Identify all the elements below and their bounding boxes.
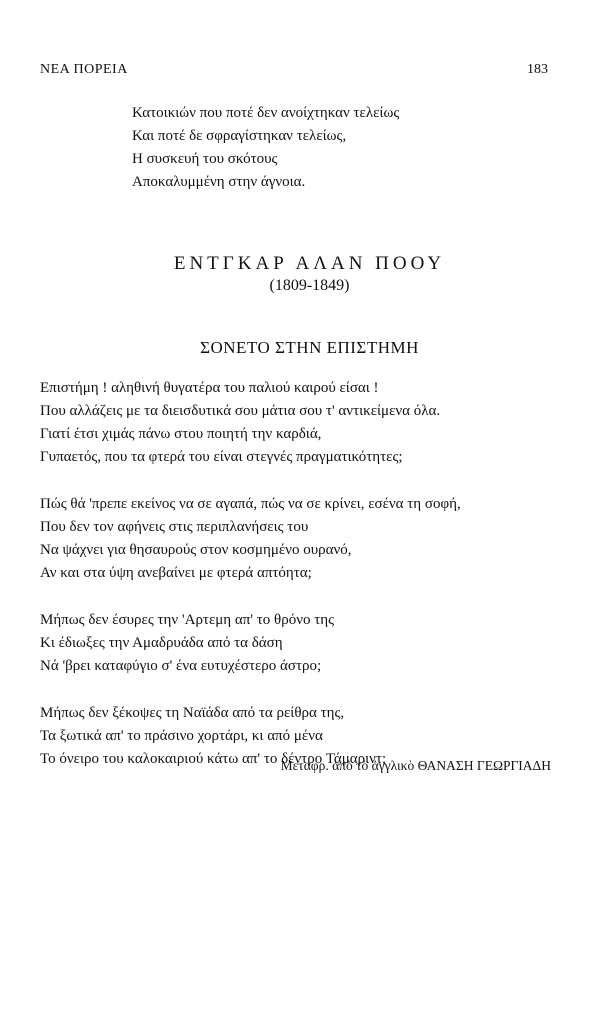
verse-line: Μήπως δεν έσυρες την 'Αρτεμη απ' το θρόνο της — [40, 612, 335, 628]
stanza-2 — [40, 493, 570, 585]
stanza-1 — [40, 377, 570, 469]
verse-line: Γυπαετός, που τα φτερά του είναι στεγνές πραγματικότητες; — [40, 449, 403, 465]
verse-line: Η συσκευή του σκότους — [132, 151, 278, 167]
verse-line: Πώς θά 'πρεπε εκείνος να σε αγαπά, πώς να σε κρίνει, εσένα τη σοφή, — [40, 496, 461, 512]
running-head: ΝΕΑ ΠΟΡΕΙΑ — [40, 62, 128, 77]
verse-line: Κατοικιών που ποτέ δεν ανοίχτηκαν τελείως — [132, 105, 400, 121]
top-stanza — [132, 102, 399, 194]
verse-line: Το όνειρο του καλοκαιριού κάτω απ' το δέντρο Τάμαριντ; — [40, 751, 387, 767]
page-number: 183 — [527, 62, 548, 77]
verse-line: Και ποτέ δε σφραγίστηκαν τελείως, — [132, 128, 347, 144]
verse-line: Που δεν τον αφήνεις στις περιπλανήσεις του — [40, 519, 309, 535]
verse-line: Τα ξωτικά απ' το πράσινο χορτάρι, κι από μένα — [40, 728, 323, 744]
translator-credit: Μεταφρ. ἀπὸ τὸ ἀγγλικὸ ΘΑΝΑΣΗ ΓΕΩΡΓΙΑΔΗ — [280, 758, 551, 773]
verse-line: Αν και στα ύψη ανεβαίνει με φτερά απτόητα; — [40, 565, 312, 581]
verse-line: Επιστήμη ! αληθινή θυγατέρα του παλιού καιρού είσαι ! — [40, 380, 379, 396]
poem-title: ΣΟΝΕΤΟ ΣΤΗΝ ΕΠΙΣΤΗΜΗ — [200, 338, 419, 357]
verse-line: Αποκαλυμμένη στην άγνοια. — [132, 174, 306, 190]
verse-line: Κι έδιωξες την Αμαδρυάδα από τα δάση — [40, 635, 283, 651]
verse-line: Νά 'βρει καταφύγιο σ' ένα ευτυχέστερο άστρο; — [40, 658, 322, 674]
stanza-3 — [40, 609, 570, 678]
verse-line: Μήπως δεν ξέκοψες τη Ναϊάδα από τα ρείθρα της, — [40, 705, 345, 721]
verse-line: Που αλλάζεις με τα διεισδυτικά σου μάτια σου τ' αντικείμενα όλα. — [40, 403, 441, 419]
verse-line: Να ψάχνει για θησαυρούς στον κοσμημένο ουρανό, — [40, 542, 352, 558]
verse-line: Γιατί έτσι χιμάς πάνω στου ποιητή την καρδιά, — [40, 426, 322, 442]
author-years: (1809-1849) — [269, 277, 350, 294]
poem-body — [40, 377, 570, 771]
author-name: ΕΝΤΓΚΑΡ ΑΛΑΝ ΠΟΟΥ — [173, 253, 446, 274]
